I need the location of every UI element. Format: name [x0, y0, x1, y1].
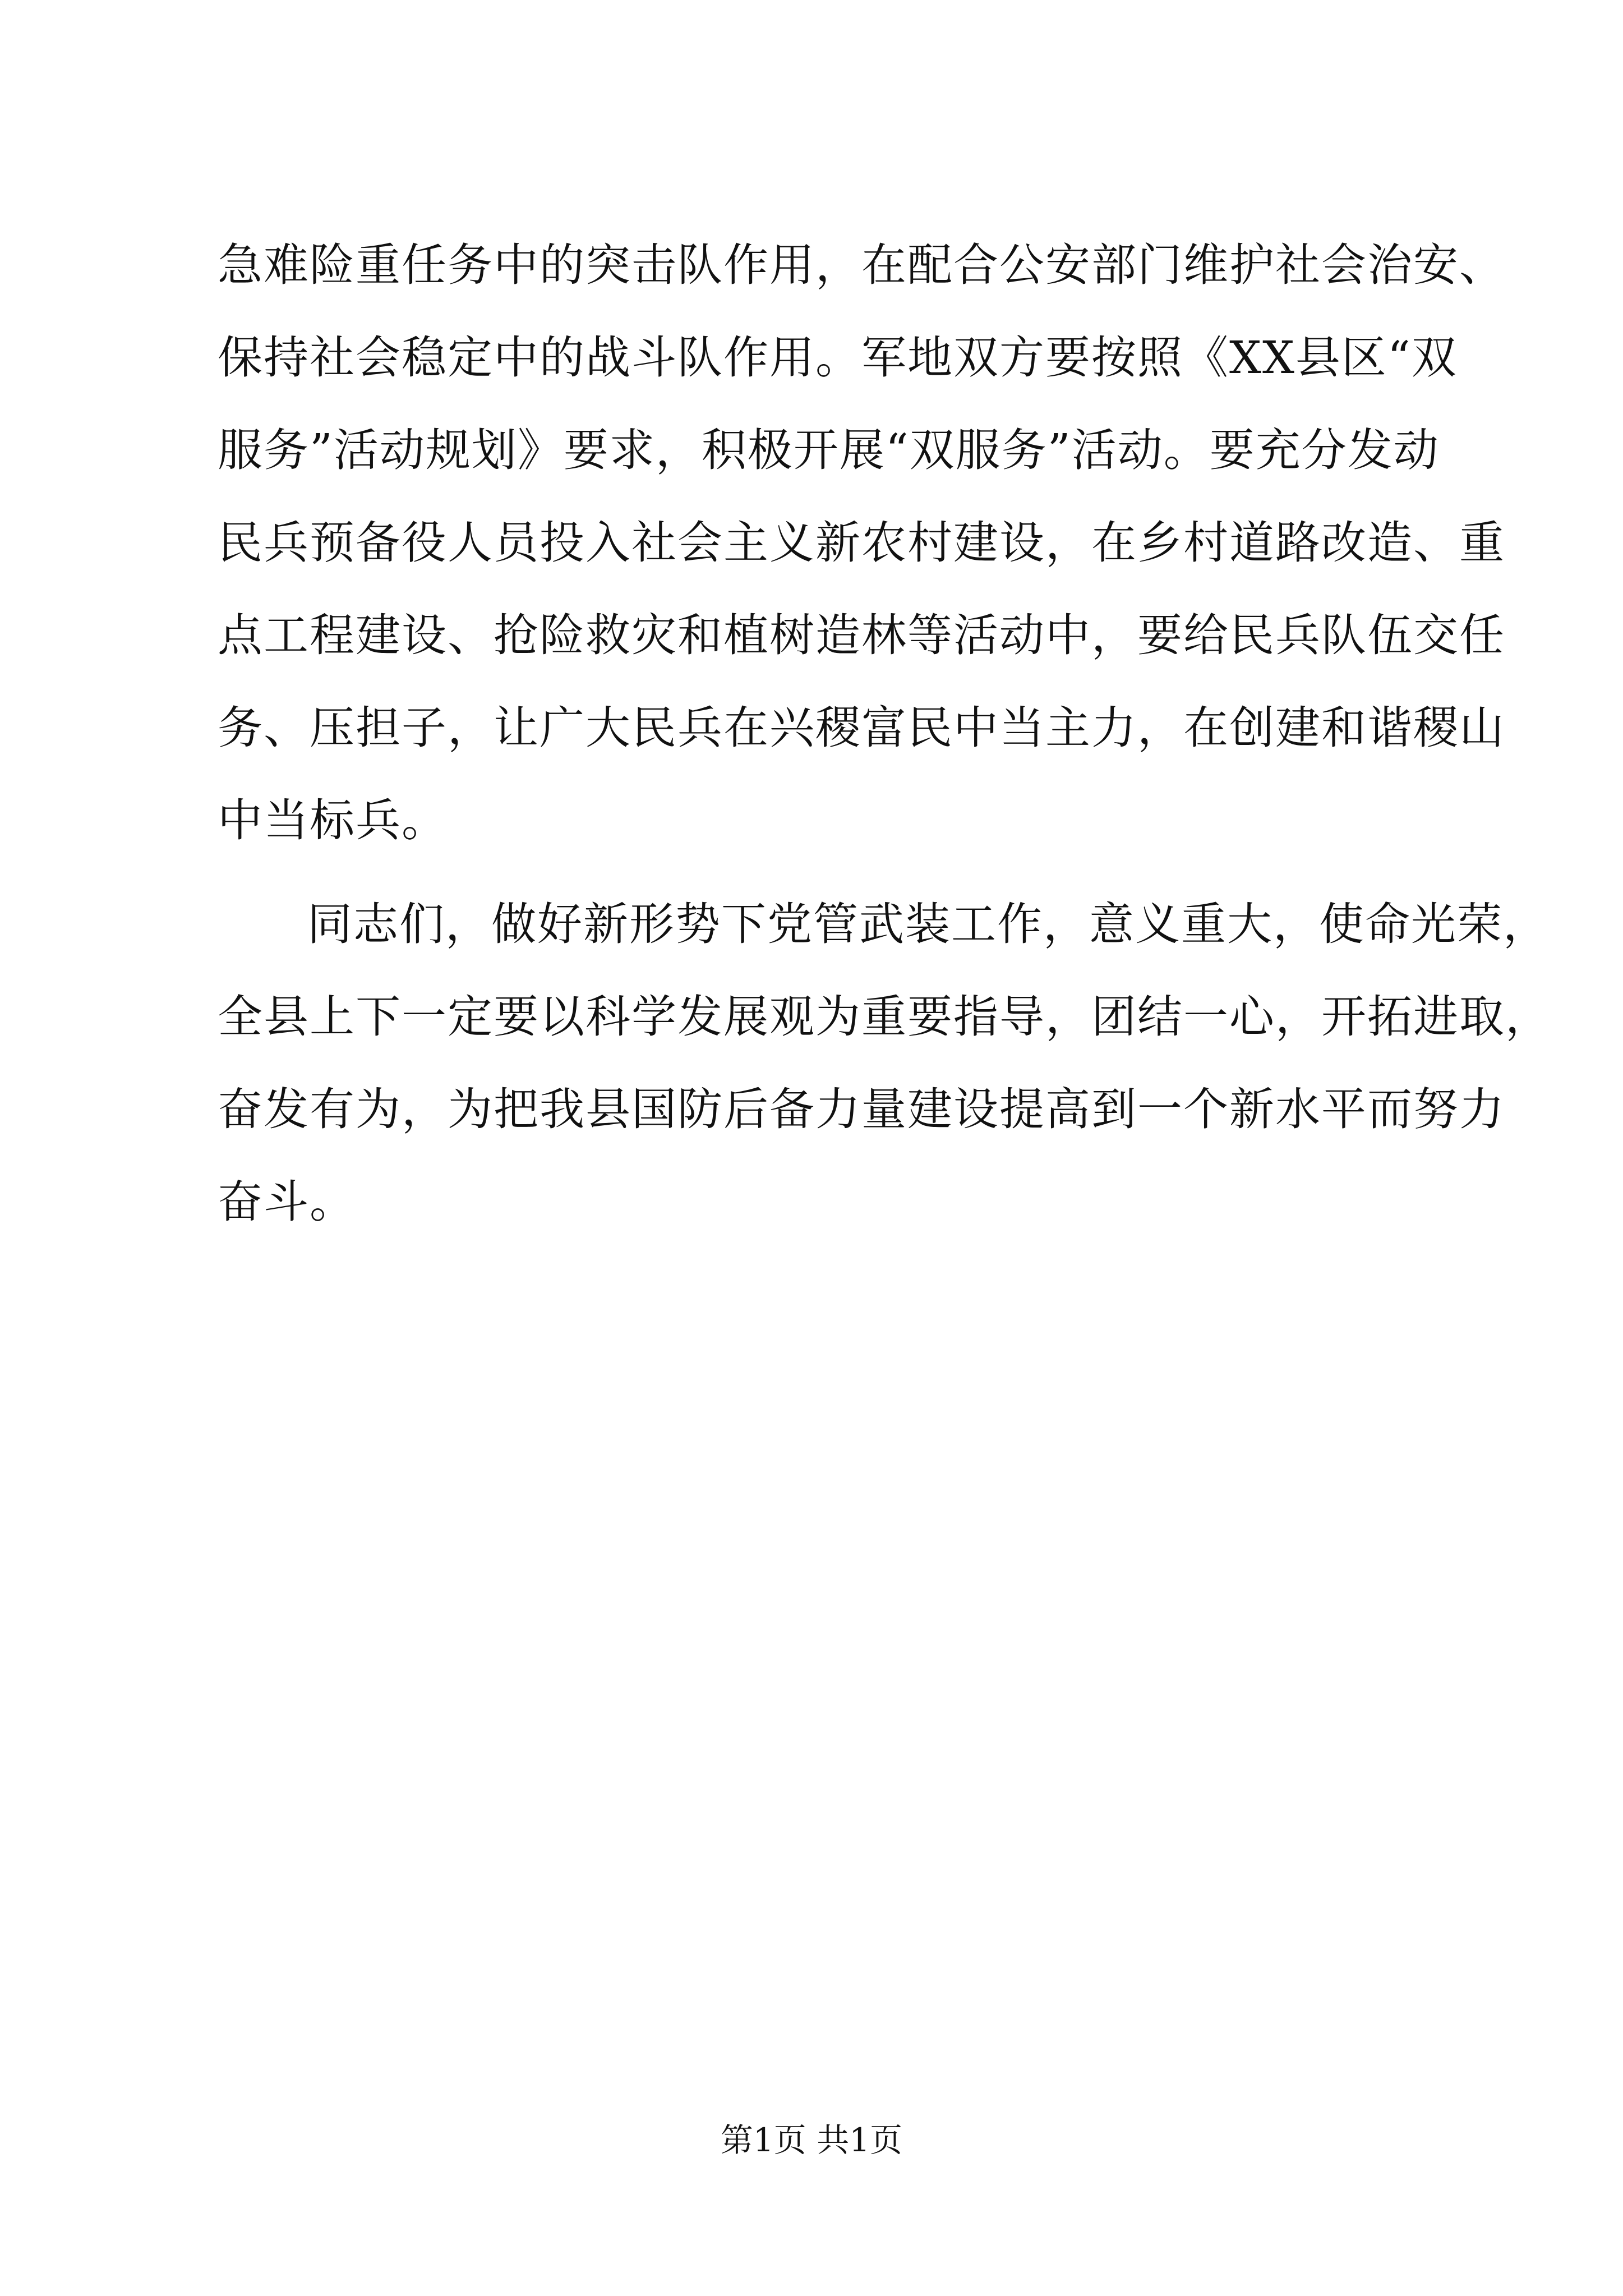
text-line: 点工程建设、抢险救灾和植树造林等活动中，要给民兵队伍交任 [218, 609, 1505, 661]
text-line: 奋斗。 [218, 1176, 356, 1228]
text-line: 全县上下一定要以科学发展观为重要指导，团结一心，开拓进取， [218, 991, 1551, 1043]
text-line: 急难险重任务中的突击队作用，在配合公安部门维护社会治安、 [218, 239, 1505, 291]
text-line: 民兵预备役人员投入社会主义新农村建设，在乡村道路改造、重 [218, 517, 1505, 569]
document-body [218, 219, 1551, 1248]
page-footer: 第1页 共1页 [720, 2121, 903, 2159]
text-line: 同志们，做好新形势下党管武装工作，意义重大，使命光荣， [307, 898, 1549, 950]
text-line: 保持社会稳定中的战斗队作用。军地双方要按照《XX县区“双 [218, 332, 1458, 384]
text-line: 服务”活动规划》要求，积极开展“双服务”活动。要充分发动 [218, 424, 1440, 476]
text-line: 奋发有为，为把我县国防后备力量建设提高到一个新水平而努力 [218, 1083, 1505, 1135]
paragraph-1 [218, 219, 1505, 867]
text-line: 务、压担子，让广大民兵在兴稷富民中当主力，在创建和谐稷山 [218, 702, 1505, 754]
paragraph-gap [218, 867, 1412, 878]
text-line: 中当标兵。 [218, 794, 448, 846]
paragraph-2 [218, 878, 1551, 1248]
